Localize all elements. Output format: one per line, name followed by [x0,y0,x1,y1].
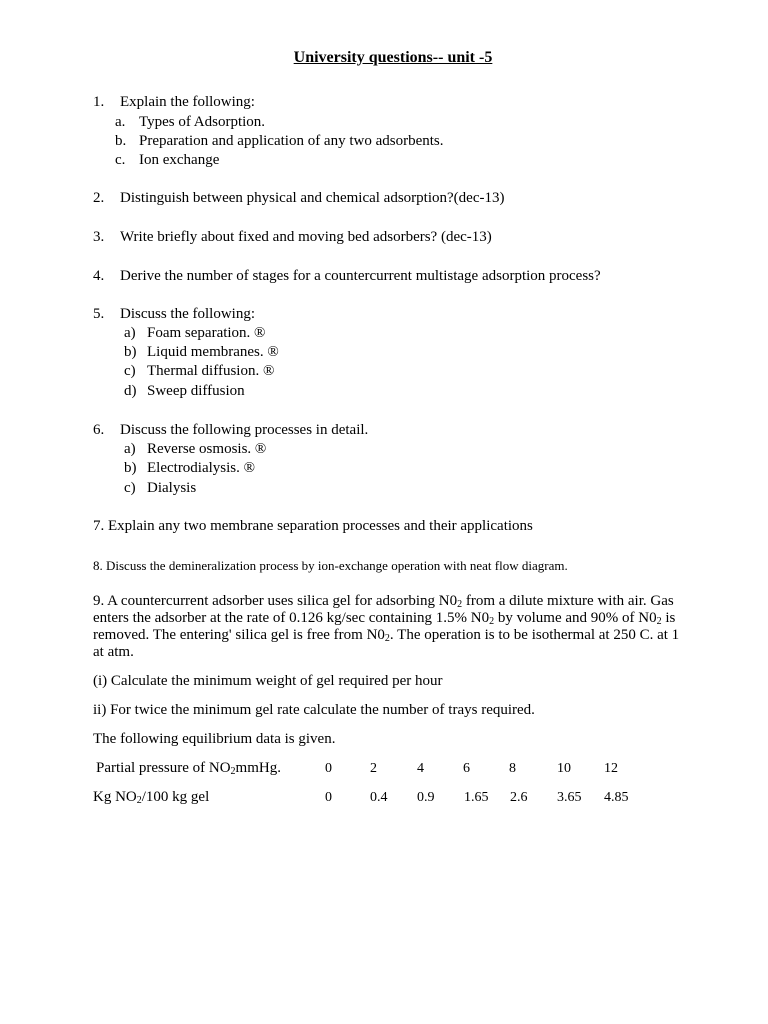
table-row1-cell: 0 [325,761,332,776]
table-row1-cell: 2 [370,761,377,776]
q4-number: 4. [93,268,105,284]
q5-item-c-marker: c) [124,363,136,379]
table-row2-cell: 0.4 [370,790,388,805]
q5-text: Discuss the following: [120,306,255,322]
q9-part-2: ii) For twice the minimum gel rate calculate the number of trays required. [93,702,535,718]
q3-number: 3. [93,229,105,245]
table-row1-cell: 10 [557,761,571,776]
table-row1-cell: 4 [417,761,424,776]
q5-item-b-marker: b) [124,344,137,360]
q3-text: Write briefly about fixed and moving bed adsorbers? (dec-13) [120,229,492,245]
q5-item-b: Liquid membranes. ® [147,344,279,360]
table-row2-cell: 0 [325,790,332,805]
q5-item-c: Thermal diffusion. ® [147,363,275,379]
q6-item-c: Dialysis [147,480,197,496]
q4-text: Derive the number of stages for a countercurrent multistage adsorption process? [120,268,601,284]
q2-number: 2. [93,190,105,206]
q6-item-a-marker: a) [124,441,136,457]
q6-text: Discuss the following processes in detail. [120,422,369,438]
table-row1-label: Partial pressure of $NO_2mmHg$. [96,760,281,777]
q1-item-c: Ion exchange [139,152,220,168]
q1-item-a: Types of Adsorption. [139,114,266,130]
table-row2-cell: 3.65 [557,790,582,805]
q1-text: Explain the following: [120,94,255,110]
table-row1-cell: 8 [509,761,516,776]
table-row2-cell: 4.85 [604,790,629,805]
q6-item-b: Electrodialysis. ® [147,460,256,476]
q5-number: 5. [93,306,105,322]
table-row2-cell: 0.9 [417,790,435,805]
table-row1-cell: 12 [604,761,618,776]
q6-number: 6. [93,422,105,438]
q1-item-b-marker: b. [115,133,127,149]
q9-part-1: (i) Calculate the minimum weight of gel required per hour [93,673,443,689]
q1-item-c-marker: c. [115,152,126,168]
q8-text: 8. Discuss the demineralization process by ion-exchange operation with neat flow diagram. [93,558,568,573]
q5-item-d-marker: d) [124,383,137,399]
q9-paragraph: 9. A countercurrent adsorber uses silica gel for adsorbing $N0_2$ from a dilute mixture with air. Gas enters the adsorber at the rate of 0.126 kg/sec containing 1.5% $N0_2$ by volume and 90% of $N0_2$ is removed. The entering' silica gel is free from $N0_2$. The operation is to be isothermal at 250 C. at 1 at atm. [93,593,680,660]
table-row2-label: Kg $NO_2/100$ kg gel [93,789,210,806]
q1-number: 1. [93,94,105,110]
q2-text: Distinguish between physical and chemical adsorption?(dec-13) [120,190,505,206]
q5-item-d: Sweep diffusion [147,383,245,399]
q5-item-a: Foam separation. ® [147,325,266,341]
table-row1-cell: 6 [463,761,470,776]
q1-item-b: Preparation and application of any two adsorbents. [139,133,444,149]
q6-item-c-marker: c) [124,480,136,496]
page-title: University questions-- unit -5 [293,49,493,66]
q1-item-a-marker: a. [115,114,126,130]
q7-text: 7. Explain any two membrane separation processes and their applications [93,518,533,534]
q5-item-a-marker: a) [124,325,136,341]
table-row2-cell: 2.6 [510,790,528,805]
table-row2-cell: 1.65 [464,790,489,805]
q6-item-a: Reverse osmosis. ® [147,441,267,457]
q6-item-b-marker: b) [124,460,137,476]
q9-equilibrium-intro: The following equilibrium data is given. [93,731,336,747]
